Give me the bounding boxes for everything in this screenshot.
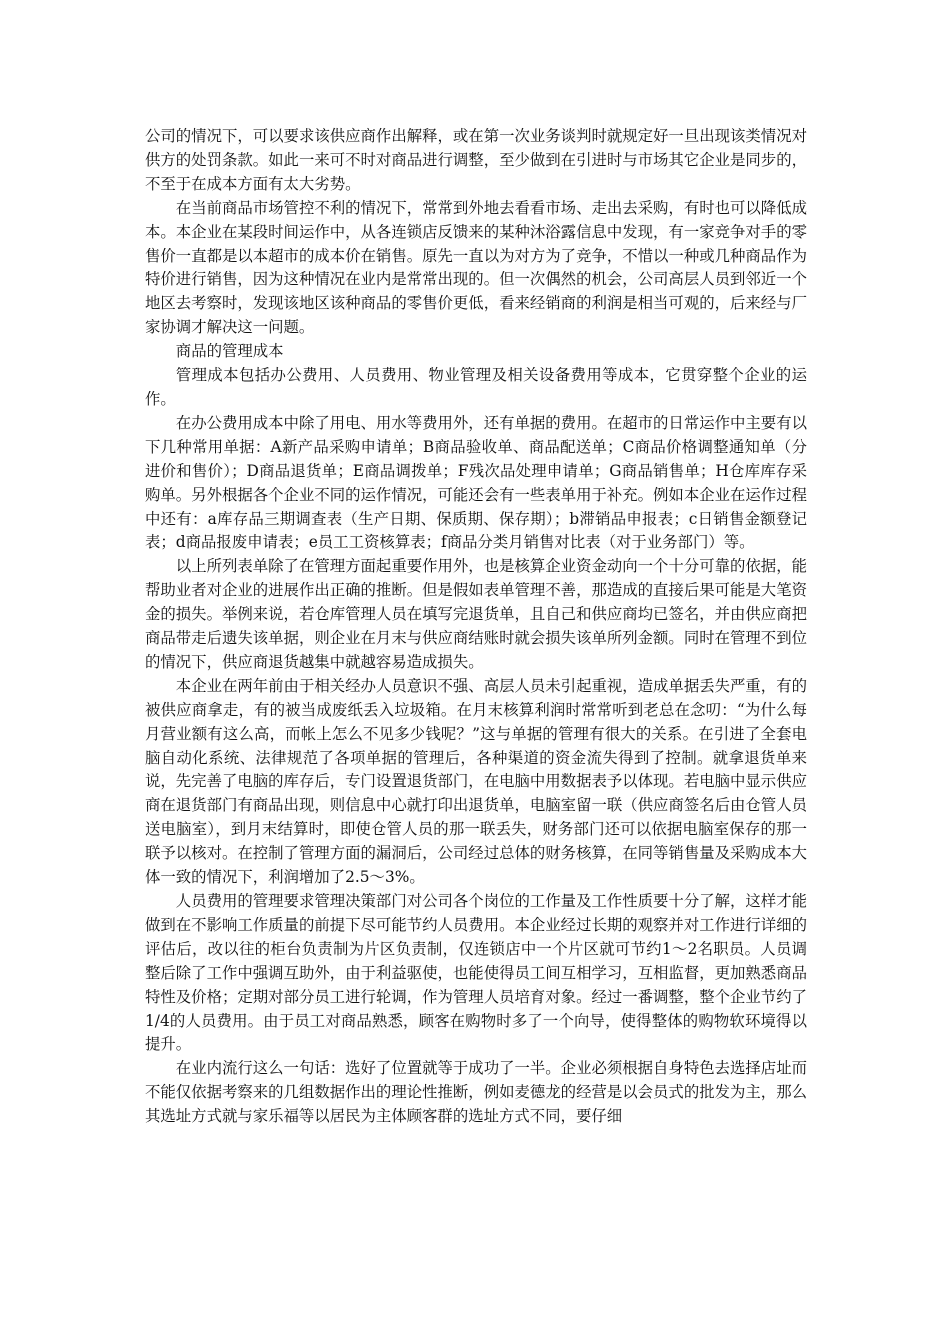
paragraph-8: 在业内流行这么一句话：选好了位置就等于成功了一半。企业必须根据自身特色去选择店址而不能仅依据考察来的几组数据作出的理论性推断，例如麦德龙的经营是以会员式的批发为主，那么其选址方式就与家乐福等以居民为主体顾客群的选址方式不同，要仔细 (145, 1059, 807, 1126)
paragraph-4: 在办公费用成本中除了用电、用水等费用外，还有单据的费用。在超市的日常运作中主要有以下几种常用单据：A新产品采购申请单；B商品验收单、商品配送单；C商品价格调整通知单（分进价和售价）；D商品退货单；E商品调拨单；F残次品处理申请单；G商品销售单；H仓库库存采购单。另外根据各个企业不同的运作情况，可能还会有一些表单用于补充。例如本企业在运作过程中还有：a库存品三期调查表（生产日期、保质期、保存期）；b滞销品申报表；c日销售金额登记表；d商品报废申请表；e员工工资核算表；f商品分类月销售对比表（对于业务部门）等。 (145, 413, 807, 552)
paragraph-2: 在当前商品市场管控不利的情况下，常常到外地去看看市场、走出去采购，有时也可以降低成本。本企业在某段时间运作中，从各连锁店反馈来的某种沐浴露信息中发现，有一家竞争对手的零售价一直都是以本超市的成本价在销售。原先一直以为对方为了竞争，不惜以一种或几种商品作为特价进行销售，因为这种情况在业内是常常出现的。但一次偶然的机会，公司高层人员到邻近一个地区去考察时，发现该地区该种商品的零售价更低，看来经销商的利润是相当可观的，后来经与厂家协调才解决这一问题。 (145, 198, 807, 337)
paragraph-7: 人员费用的管理要求管理决策部门对公司各个岗位的工作量及工作性质要十分了解，这样才能做到在不影响工作质量的前提下尽可能节约人员费用。本企业经过长期的观察并对工作进行详细的评估后，改以往的柜台负责制为片区负责制，仅连锁店中一个片区就可节约1～2名职员。人员调整后除了工作中强调互助外，由于利益驱使，也能使得员工间互相学习，互相监督，更加熟悉商品特性及价格；定期对部分员工进行轮调，作为管理人员培育对象。经过一番调整，整个企业节约了1/4的人员费用。由于员工对商品熟悉，顾客在购物时多了一个向导，使得整体的购物软环境得以提升。 (145, 892, 807, 1054)
paragraph-6: 本企业在两年前由于相关经办人员意识不强、高层人员未引起重视，造成单据丢失严重，有的被供应商拿走，有的被当成废纸丢入垃圾箱。在月末核算利润时常常听到老总在念叨：“为什么每月营业额有这么高，而帐上怎么不见多少钱呢？”这与单据的管理有很大的关系。在引进了全套电脑自动化系统、法律规范了各项单据的管理后，各种渠道的资金流失得到了控制。就拿退货单来说，先完善了电脑的库存后，专门设置退货部门，在电脑中用数据表予以体现。若电脑中显示供应商在退货部门有商品出现，则信息中心就打印出退货单，电脑室留一联（供应商签名后由仓管人员送电脑室），到月末结算时，即使仓管人员的那一联丢失，财务部门还可以依据电脑室保存的那一联予以核对。在控制了管理方面的漏洞后，公司经过总体的财务核算，在同等销售量及采购成本大体一致的情况下，利润增加了2.5～3%。 (145, 676, 807, 887)
paragraph-3: 管理成本包括办公费用、人员费用、物业管理及相关设备费用等成本，它贯穿整个企业的运作。 (145, 366, 807, 408)
paragraph-5: 以上所列表单除了在管理方面起重要作用外，也是核算企业资金动向一个十分可靠的依据，能帮助业者对企业的进展作出正确的推断。但是假如表单管理不善，那造成的直接后果可能是大笔资金的损失。举例来说，若仓库管理人员在填写完退货单，且自己和供应商均已签名，并由供应商把商品带走后遗失该单据，则企业在月末与供应商结账时就会损失该单所列金额。同时在管理不到位的情况下，供应商退货越集中就越容易造成损失。 (145, 557, 807, 671)
document-page (145, 125, 807, 1129)
section-heading: 商品的管理成本 (175, 342, 284, 361)
paragraph-1: 公司的情况下，可以要求该供应商作出解释，或在第一次业务谈判时就规定好一旦出现该类情况对供方的处罚条款。如此一来可不时对商品进行调整，至少做到在引进时与市场其它企业是同步的，不至于在成本方面有太大劣势。 (145, 127, 807, 193)
